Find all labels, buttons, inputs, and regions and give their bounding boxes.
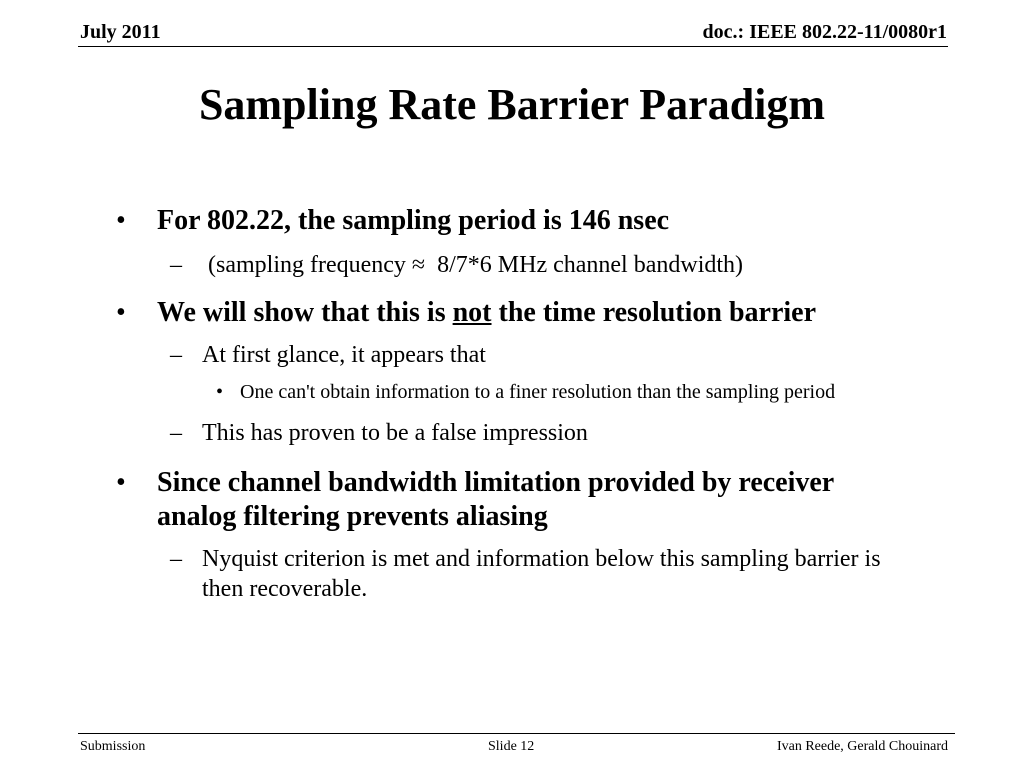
sub-bullet-text: At first glance, it appears that [202,342,486,368]
sub-bullet-sampling-frequency [112,250,892,280]
sub-bullet-text: Nyquist criterion is met and information below this sampling barrier is then recoverable. [202,546,881,602]
footer-authors: Ivan Reede, Gerald Chouinard [776,739,948,754]
bullet-text: For 802.22, the sampling period is 146 nsec [157,205,670,236]
slide-content [112,204,892,604]
bullet-channel-bandwidth-limitation [112,466,892,534]
bullet-dot: • [116,297,126,328]
sub-bullet-dash: – [170,420,182,446]
sub-sub-bullet-finer-resolution [112,378,892,406]
sub-bullet-first-glance [112,340,892,370]
sub-bullet-dash: – [170,342,182,368]
bullet-not-time-resolution-barrier [112,296,892,330]
footer-slide-number: Slide 12 [488,739,535,754]
footer-divider [78,733,955,734]
sub-sub-bullet-text: One can't obtain information to a finer resolution than the sampling period [240,381,836,403]
header-divider [78,46,948,47]
bullet-emphasis-not: not [452,297,492,328]
sub-bullet-text: (sampling frequency ≈ 8/7*6 MHz channel bandwidth) [202,252,744,278]
sub-bullet-text: This has proven to be a false impression [202,420,588,446]
sub-bullet-nyquist-criterion [112,544,892,604]
sub-bullet-dash: – [170,546,182,572]
bullet-dot: • [116,205,126,236]
bullet-dot: • [116,467,126,498]
sub-sub-bullet-dot: • [216,381,224,403]
header-doc-id: doc.: IEEE 802.22-11/0080r1 [702,21,947,43]
slide-title: Sampling Rate Barrier Paradigm [198,80,826,129]
header-date: July 2011 [80,21,161,43]
sub-bullet-dash: – [170,252,182,278]
bullet-text-before: We will show that this is [157,297,453,328]
sub-bullet-false-impression [112,418,892,448]
bullet-text: Since channel bandwidth limitation provided by receiver analog filtering prevents aliasing [157,467,834,532]
bullet-sampling-period [112,204,892,238]
footer-submission: Submission [80,739,146,754]
bullet-text-after: the time resolution barrier [491,297,817,328]
